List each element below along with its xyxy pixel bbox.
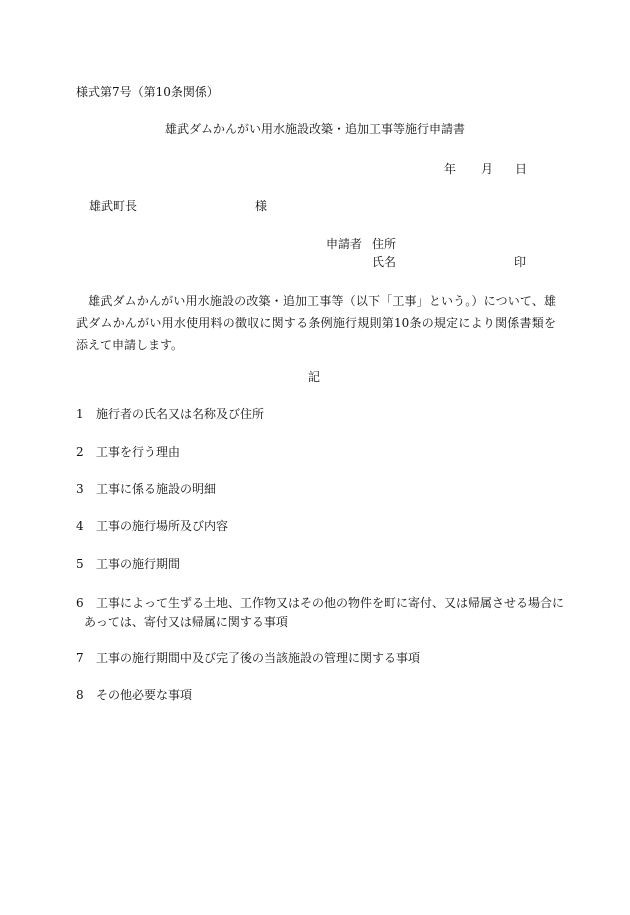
item-text: 工事の施行期間: [96, 557, 181, 571]
body-paragraph: [76, 290, 556, 356]
item-text: その他必要な事項: [96, 688, 193, 702]
item-number: 6: [76, 596, 84, 610]
item-text: 施行者の氏名又は名称及び住所: [96, 407, 265, 421]
item-number: 4: [76, 519, 84, 533]
applicant-name-label: 氏名: [372, 255, 397, 269]
body-text: 雄武ダムかんがい用水施設の改築・追加工事等（以下「工事」という。）について、雄武ダムかんがい用水使用料の徴収に関する条例施行規則第10条の規定により関係書類を添えて申請します。: [76, 294, 556, 352]
date-year: 年: [444, 162, 457, 176]
list-item: [76, 518, 228, 534]
date-day: 日: [515, 162, 528, 176]
list-item: [76, 650, 420, 666]
item-text: 工事に係る施設の明細: [96, 482, 217, 496]
item-text: 工事の施行期間中及び完了後の当該施設の管理に関する事項: [96, 651, 421, 665]
item-text: 工事によって生ずる土地、工作物又はその他の物件を町に寄付、又は帰属させる場合に: [96, 596, 565, 610]
item-number: 1: [76, 407, 84, 421]
applicant-label: 申請者: [326, 237, 363, 251]
item-number: 7: [76, 651, 84, 665]
item-number: 3: [76, 482, 84, 496]
item-text-continued: あっては、寄付又は帰属に関する事項: [84, 615, 288, 629]
applicant-address-label: 住所: [372, 237, 397, 251]
form-number: 様式第7号（第10条関係）: [76, 85, 219, 99]
item-text: 工事の施行場所及び内容: [96, 519, 229, 533]
item-text: 工事を行う理由: [96, 445, 181, 459]
item-number: 5: [76, 557, 84, 571]
document-title: 雄武ダムかんがい用水施設改築・追加工事等施行申請書: [165, 122, 466, 136]
ki-heading: 記: [308, 370, 321, 384]
date-month: 月: [481, 162, 494, 176]
addressee-name: 雄武町長: [89, 199, 138, 213]
list-item: [76, 687, 192, 703]
applicant-seal: 印: [514, 255, 527, 269]
list-item: [76, 444, 180, 460]
list-item: [76, 406, 264, 422]
list-item: [76, 481, 216, 497]
list-item: [76, 594, 564, 632]
list-item: [76, 556, 180, 572]
addressee-honorific: 様: [255, 199, 268, 213]
item-number: 8: [76, 688, 84, 702]
item-number: 2: [76, 445, 84, 459]
